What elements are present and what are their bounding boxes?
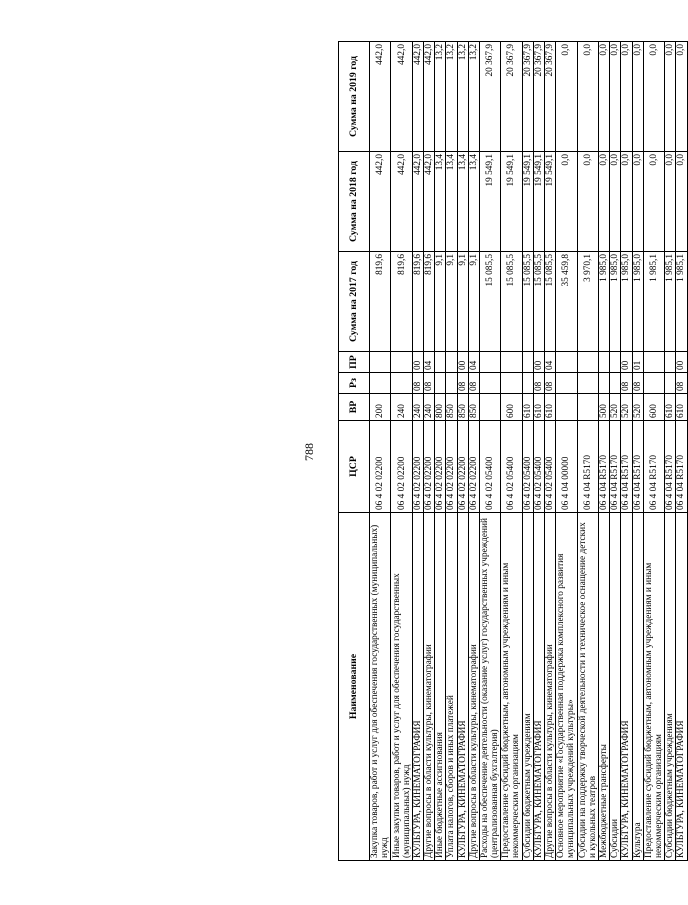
table-row bbox=[501, 42, 522, 861]
cell-2019: 13,2 bbox=[435, 42, 446, 152]
cell-2017: 1 985,0 bbox=[610, 252, 621, 352]
cell-vr bbox=[479, 394, 500, 421]
cell-2017: 819,6 bbox=[370, 252, 391, 352]
cell-rz bbox=[556, 373, 577, 394]
table-row bbox=[556, 42, 577, 861]
cell-2019: 13,2 bbox=[457, 42, 468, 152]
cell-pr: 04 bbox=[468, 352, 479, 373]
table-row bbox=[423, 42, 434, 861]
cell-csr: 06 4 02 02200 bbox=[468, 421, 479, 513]
cell-name: КУЛЬТУРА, КИНЕМАТОГРАФИЯ bbox=[621, 513, 632, 861]
cell-vr: 610 bbox=[533, 394, 544, 421]
table-row bbox=[370, 42, 391, 861]
cell-2017: 15 085,5 bbox=[479, 252, 500, 352]
table-row bbox=[468, 42, 479, 861]
cell-2019: 442,0 bbox=[391, 42, 412, 152]
cell-pr bbox=[610, 352, 621, 373]
cell-pr bbox=[435, 352, 446, 373]
cell-2019: 13,2 bbox=[468, 42, 479, 152]
table-row bbox=[479, 42, 500, 861]
cell-vr bbox=[556, 394, 577, 421]
cell-vr: 240 bbox=[423, 394, 434, 421]
cell-vr: 610 bbox=[665, 394, 676, 421]
table-row bbox=[435, 42, 446, 861]
cell-2017: 35 459,8 bbox=[556, 252, 577, 352]
cell-pr bbox=[370, 352, 391, 373]
cell-2018: 0,0 bbox=[632, 152, 643, 252]
table-row bbox=[412, 42, 423, 861]
cell-name: КУЛЬТУРА, КИНЕМАТОГРАФИЯ bbox=[412, 513, 423, 861]
cell-vr: 610 bbox=[522, 394, 533, 421]
cell-2019: 0,0 bbox=[577, 42, 598, 152]
cell-pr: 00 bbox=[457, 352, 468, 373]
cell-2017: 15 085,5 bbox=[545, 252, 556, 352]
cell-pr bbox=[556, 352, 577, 373]
cell-2019: 20 367,9 bbox=[522, 42, 533, 152]
cell-2019: 442,0 bbox=[412, 42, 423, 152]
cell-2017: 1 985,1 bbox=[665, 252, 676, 352]
cell-2017: 1 985,0 bbox=[632, 252, 643, 352]
header-csr: ЦСР bbox=[339, 421, 370, 513]
cell-rz bbox=[643, 373, 664, 394]
cell-2018: 19 549,1 bbox=[479, 152, 500, 252]
cell-csr: 06 4 02 02200 bbox=[446, 421, 457, 513]
cell-csr: 06 4 02 02200 bbox=[423, 421, 434, 513]
cell-pr: 01 bbox=[632, 352, 643, 373]
cell-2017: 1 985,0 bbox=[599, 252, 610, 352]
table-row bbox=[446, 42, 457, 861]
cell-2017: 15 085,5 bbox=[501, 252, 522, 352]
cell-2017: 819,6 bbox=[412, 252, 423, 352]
cell-2018: 442,0 bbox=[370, 152, 391, 252]
budget-table bbox=[338, 41, 688, 861]
cell-csr: 06 4 02 05400 bbox=[479, 421, 500, 513]
table-row bbox=[599, 42, 610, 861]
cell-2019: 442,0 bbox=[370, 42, 391, 152]
table-row bbox=[522, 42, 533, 861]
cell-2018: 0,0 bbox=[556, 152, 577, 252]
cell-2018: 19 549,1 bbox=[545, 152, 556, 252]
cell-csr: 06 4 02 05400 bbox=[545, 421, 556, 513]
table-row bbox=[632, 42, 643, 861]
cell-csr: 06 4 02 05400 bbox=[501, 421, 522, 513]
cell-rz bbox=[479, 373, 500, 394]
cell-pr bbox=[479, 352, 500, 373]
cell-vr: 520 bbox=[621, 394, 632, 421]
cell-vr: 800 bbox=[435, 394, 446, 421]
cell-pr bbox=[446, 352, 457, 373]
cell-name: Закупка товаров, работ и услуг для обеспечения государственных (муниципальных) нужд bbox=[370, 513, 391, 861]
table-row bbox=[533, 42, 544, 861]
cell-pr: 00 bbox=[412, 352, 423, 373]
cell-csr: 06 4 04 R5170 bbox=[665, 421, 676, 513]
cell-pr bbox=[643, 352, 664, 373]
cell-rz: 08 bbox=[632, 373, 643, 394]
header-rz: Рз bbox=[339, 373, 370, 394]
cell-2017: 1 985,1 bbox=[643, 252, 664, 352]
cell-csr: 06 4 02 02200 bbox=[457, 421, 468, 513]
table-row bbox=[643, 42, 664, 861]
cell-rz: 08 bbox=[676, 373, 687, 394]
cell-csr: 06 4 02 02200 bbox=[391, 421, 412, 513]
cell-2017: 3 970,1 bbox=[577, 252, 598, 352]
table-header-row bbox=[339, 42, 370, 861]
cell-rz: 08 bbox=[621, 373, 632, 394]
cell-vr: 520 bbox=[632, 394, 643, 421]
cell-csr: 06 4 02 02200 bbox=[412, 421, 423, 513]
cell-vr: 610 bbox=[676, 394, 687, 421]
cell-vr: 850 bbox=[446, 394, 457, 421]
cell-2019: 0,0 bbox=[676, 42, 687, 152]
cell-2019: 0,0 bbox=[556, 42, 577, 152]
cell-rz: 08 bbox=[468, 373, 479, 394]
cell-name: Субсидии бюджетным учреждениям bbox=[665, 513, 676, 861]
cell-csr: 06 4 02 02200 bbox=[370, 421, 391, 513]
cell-2017: 819,6 bbox=[423, 252, 434, 352]
cell-csr: 06 4 04 R5170 bbox=[610, 421, 621, 513]
header-name: Наименование bbox=[339, 513, 370, 861]
cell-pr bbox=[577, 352, 598, 373]
cell-2017: 1 985,1 bbox=[676, 252, 687, 352]
cell-2017: 9,1 bbox=[457, 252, 468, 352]
table-row bbox=[676, 42, 687, 861]
cell-name: Субсидии bbox=[610, 513, 621, 861]
cell-2017: 9,1 bbox=[446, 252, 457, 352]
cell-2018: 13,4 bbox=[446, 152, 457, 252]
cell-2018: 0,0 bbox=[599, 152, 610, 252]
cell-pr bbox=[522, 352, 533, 373]
table-row bbox=[457, 42, 468, 861]
cell-2019: 20 367,9 bbox=[479, 42, 500, 152]
cell-name: Иные закупки товаров, работ и услуг для обеспечения государственных (муниципальных) нужд bbox=[391, 513, 412, 861]
cell-name: Иные бюджетные ассигнования bbox=[435, 513, 446, 861]
cell-csr: 06 4 04 R5170 bbox=[577, 421, 598, 513]
cell-rz bbox=[391, 373, 412, 394]
cell-2017: 1 985,0 bbox=[621, 252, 632, 352]
cell-vr: 850 bbox=[468, 394, 479, 421]
cell-vr: 240 bbox=[391, 394, 412, 421]
cell-csr: 06 4 04 R5170 bbox=[621, 421, 632, 513]
cell-pr bbox=[501, 352, 522, 373]
rotated-page-content bbox=[338, 42, 687, 861]
cell-rz: 08 bbox=[545, 373, 556, 394]
header-2017: Сумма на 2017 год bbox=[339, 252, 370, 352]
cell-2018: 19 549,1 bbox=[533, 152, 544, 252]
cell-vr: 610 bbox=[545, 394, 556, 421]
cell-vr: 200 bbox=[370, 394, 391, 421]
cell-2019: 0,0 bbox=[643, 42, 664, 152]
cell-rz bbox=[522, 373, 533, 394]
cell-2018: 0,0 bbox=[676, 152, 687, 252]
cell-rz: 08 bbox=[423, 373, 434, 394]
cell-name: Культура bbox=[632, 513, 643, 861]
cell-2019: 0,0 bbox=[610, 42, 621, 152]
cell-name: КУЛЬТУРА, КИНЕМАТОГРАФИЯ bbox=[457, 513, 468, 861]
cell-2017: 9,1 bbox=[468, 252, 479, 352]
cell-csr: 06 4 04 R5170 bbox=[643, 421, 664, 513]
cell-pr bbox=[599, 352, 610, 373]
cell-rz bbox=[665, 373, 676, 394]
cell-2018: 13,4 bbox=[468, 152, 479, 252]
cell-2018: 19 549,1 bbox=[501, 152, 522, 252]
cell-2018: 0,0 bbox=[610, 152, 621, 252]
cell-vr: 850 bbox=[457, 394, 468, 421]
cell-2018: 442,0 bbox=[423, 152, 434, 252]
cell-vr: 500 bbox=[599, 394, 610, 421]
cell-vr: 600 bbox=[501, 394, 522, 421]
cell-pr: 00 bbox=[533, 352, 544, 373]
table-row bbox=[545, 42, 556, 861]
cell-2018: 0,0 bbox=[577, 152, 598, 252]
cell-pr bbox=[665, 352, 676, 373]
header-pr: ПР bbox=[339, 352, 370, 373]
cell-rz bbox=[599, 373, 610, 394]
cell-pr: 00 bbox=[676, 352, 687, 373]
cell-name: Уплата налогов, сборов и иных платежей bbox=[446, 513, 457, 861]
cell-rz bbox=[501, 373, 522, 394]
cell-2019: 20 367,9 bbox=[533, 42, 544, 152]
cell-2018: 0,0 bbox=[621, 152, 632, 252]
cell-2019: 0,0 bbox=[621, 42, 632, 152]
cell-name: Предоставление субсидий бюджетным, автономным учреждениям и иным некоммерческим организациям bbox=[643, 513, 664, 861]
cell-csr: 06 4 04 R5170 bbox=[676, 421, 687, 513]
cell-2019: 13,2 bbox=[446, 42, 457, 152]
cell-csr: 06 4 04 R5170 bbox=[632, 421, 643, 513]
cell-2018: 19 549,1 bbox=[522, 152, 533, 252]
cell-rz bbox=[577, 373, 598, 394]
cell-2018: 442,0 bbox=[412, 152, 423, 252]
cell-rz bbox=[435, 373, 446, 394]
cell-2018: 0,0 bbox=[643, 152, 664, 252]
cell-2018: 442,0 bbox=[391, 152, 412, 252]
cell-2017: 9,1 bbox=[435, 252, 446, 352]
table-row bbox=[665, 42, 676, 861]
cell-2018: 0,0 bbox=[665, 152, 676, 252]
cell-2019: 20 367,9 bbox=[501, 42, 522, 152]
cell-name: Субсидии бюджетным учреждениям bbox=[522, 513, 533, 861]
cell-2019: 20 367,9 bbox=[545, 42, 556, 152]
cell-name: Межбюджетные трансферты bbox=[599, 513, 610, 861]
cell-vr: 520 bbox=[610, 394, 621, 421]
cell-csr: 06 4 02 02200 bbox=[435, 421, 446, 513]
cell-vr: 240 bbox=[412, 394, 423, 421]
cell-name: Субсидии на поддержку творческой деятельности и техническое оснащение детских и кукольных театров bbox=[577, 513, 598, 861]
cell-name: Другие вопросы в области культуры, кинематографии bbox=[545, 513, 556, 861]
cell-rz: 08 bbox=[533, 373, 544, 394]
cell-name: Другие вопросы в области культуры, кинематографии bbox=[423, 513, 434, 861]
cell-csr: 06 4 04 R5170 bbox=[599, 421, 610, 513]
cell-csr: 06 4 04 00000 bbox=[556, 421, 577, 513]
cell-name: Основное мероприятие «Государственная поддержка комплексного развития муниципальных учреждений культуры» bbox=[556, 513, 577, 861]
cell-pr: 04 bbox=[423, 352, 434, 373]
cell-name: КУЛЬТУРА, КИНЕМАТОГРАФИЯ bbox=[676, 513, 687, 861]
cell-2019: 442,0 bbox=[423, 42, 434, 152]
cell-pr bbox=[391, 352, 412, 373]
cell-2019: 0,0 bbox=[599, 42, 610, 152]
cell-name: Другие вопросы в области культуры, кинематографии bbox=[468, 513, 479, 861]
cell-csr: 06 4 02 05400 bbox=[522, 421, 533, 513]
cell-2019: 0,0 bbox=[632, 42, 643, 152]
cell-2017: 15 085,5 bbox=[533, 252, 544, 352]
table-row bbox=[577, 42, 598, 861]
cell-vr bbox=[577, 394, 598, 421]
cell-rz: 08 bbox=[457, 373, 468, 394]
page-number: 788 bbox=[302, 443, 316, 461]
header-vr: ВР bbox=[339, 394, 370, 421]
cell-name: Предоставление субсидий бюджетным, автономным учреждениям и иным некоммерческим организациям bbox=[501, 513, 522, 861]
header-2019: Сумма на 2019 год bbox=[339, 42, 370, 152]
cell-2018: 13,4 bbox=[457, 152, 468, 252]
cell-2018: 13,4 bbox=[435, 152, 446, 252]
cell-name: Расходы на обеспечение деятельности (оказание услуг) государственных учреждений (централизованная бухгалтерия) bbox=[479, 513, 500, 861]
cell-2017: 15 085,5 bbox=[522, 252, 533, 352]
table-row bbox=[621, 42, 632, 861]
cell-rz: 08 bbox=[412, 373, 423, 394]
cell-rz bbox=[370, 373, 391, 394]
table-row bbox=[610, 42, 621, 861]
cell-2019: 0,0 bbox=[665, 42, 676, 152]
cell-rz bbox=[446, 373, 457, 394]
cell-pr: 00 bbox=[621, 352, 632, 373]
cell-rz bbox=[610, 373, 621, 394]
cell-pr: 04 bbox=[545, 352, 556, 373]
cell-2017: 819,6 bbox=[391, 252, 412, 352]
header-2018: Сумма на 2018 год bbox=[339, 152, 370, 252]
cell-vr: 600 bbox=[643, 394, 664, 421]
cell-name: КУЛЬТУРА, КИНЕМАТОГРАФИЯ bbox=[533, 513, 544, 861]
cell-csr: 06 4 02 05400 bbox=[533, 421, 544, 513]
table-row bbox=[391, 42, 412, 861]
